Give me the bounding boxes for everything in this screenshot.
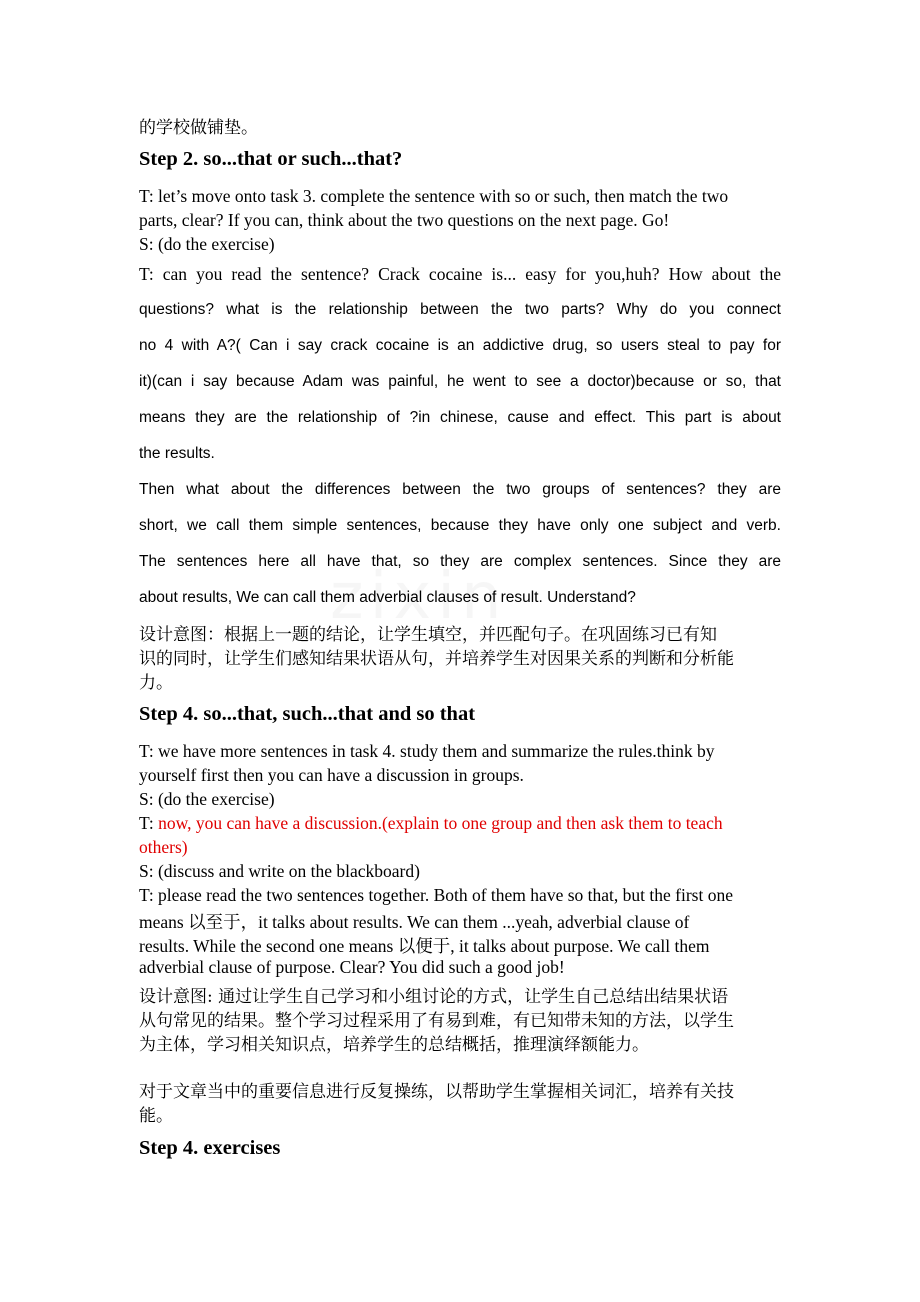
step2-para-line-5: the results.: [139, 445, 215, 462]
watermark: [330, 560, 508, 634]
step2-para-line-3: it)(can i say because Adam was painful, he went to see a doctor)because or so, that: [139, 373, 781, 390]
step4-red-line-2: others): [139, 837, 188, 857]
step2-t-line-1: T: let’s move onto task 3. complete the sentence with so or such, then match the two: [139, 186, 729, 206]
step4-line-7: results. While the second one means 以便于, it talks about purpose. We call them: [139, 936, 710, 956]
step2-design-line-2: 识的同时，让学生们感知结果状语从句，并培养学生对因果关系的判断和分析能: [139, 649, 734, 669]
step4-red-prefix: T:: [139, 813, 159, 833]
step4-line-8: adverbial clause of purpose. Clear? You did such a good job!: [139, 957, 565, 977]
step2-s-line: S: (do the exercise): [139, 234, 275, 254]
step4-line-3: S: (do the exercise): [139, 789, 275, 809]
step4-line-5: T: please read the two sentences together. Both of them have so that, but the first one: [139, 885, 733, 905]
step2-para-line-2: no 4 with A?( Can i say crack cocaine is an addictive drug, so users steal to pay for: [139, 337, 781, 354]
step2-para-line-6: Then what about the differences between the two groups of sentences? they are: [139, 481, 781, 498]
step2-t2-line-1: T: can you read the sentence? Crack cocaine is... easy for you,huh? How about the: [139, 264, 781, 284]
step4-red-line-1: [139, 813, 781, 834]
step4-heading: Step 4. so...that, such...that and so that: [139, 703, 476, 725]
step4-note-line-1: 对于文章当中的重要信息进行反复操练，以帮助学生掌握相关词汇，培养有关技: [139, 1082, 734, 1102]
step2-para-line-8: The sentences here all have that, so they are complex sentences. Since they are: [139, 553, 781, 570]
step4-design-line-2: 从句常见的结果。整个学习过程采用了有易到难，有已知带未知的方法，以学生: [139, 1011, 734, 1031]
step4-line-4: S: (discuss and write on the blackboard): [139, 861, 420, 881]
step4b-heading: Step 4. exercises: [139, 1137, 281, 1159]
step4-note-line-2: 能。: [139, 1106, 173, 1126]
step2-para-line-4: means they are the relationship of ?in chinese, cause and effect. This part is about: [139, 409, 781, 426]
step4-line-6: means 以至于，it talks about results. We can them ...yeah, adverbial clause of: [139, 912, 690, 932]
step2-design-line-1: 设计意图：根据上一题的结论，让学生填空，并匹配句子。在巩固练习已有知: [139, 625, 717, 645]
step2-heading: Step 2. so...that or such...that?: [139, 148, 403, 170]
step4-line-1: T: we have more sentences in task 4. study them and summarize the rules.think by: [139, 741, 715, 761]
step4-red-text: now, you can have a discussion.(explain to one group and then ask them to teach: [158, 813, 723, 833]
step4-design-line-3: 为主体，学习相关知识点，培养学生的总结概括，推理演绎额能力。: [139, 1035, 649, 1055]
step2-t-line-2: parts, clear? If you can, think about the two questions on the next page. Go!: [139, 210, 670, 230]
step2-para-line-7: short, we call them simple sentences, because they have only one subject and verb.: [139, 517, 781, 534]
step4-design-line-1: 设计意图: 通过让学生自己学习和小组讨论的方式，让学生自己总结出结果状语: [139, 987, 729, 1007]
top-fragment: 的学校做铺垫。: [139, 118, 258, 138]
step4-line-2: yourself first then you can have a discussion in groups.: [139, 765, 524, 785]
step2-para-line-9: about results, We can call them adverbial clauses of result. Understand?: [139, 589, 636, 606]
step2-para-line-1: questions? what is the relationship between the two parts? Why do you connect: [139, 301, 781, 318]
step2-design-line-3: 力。: [139, 673, 173, 693]
